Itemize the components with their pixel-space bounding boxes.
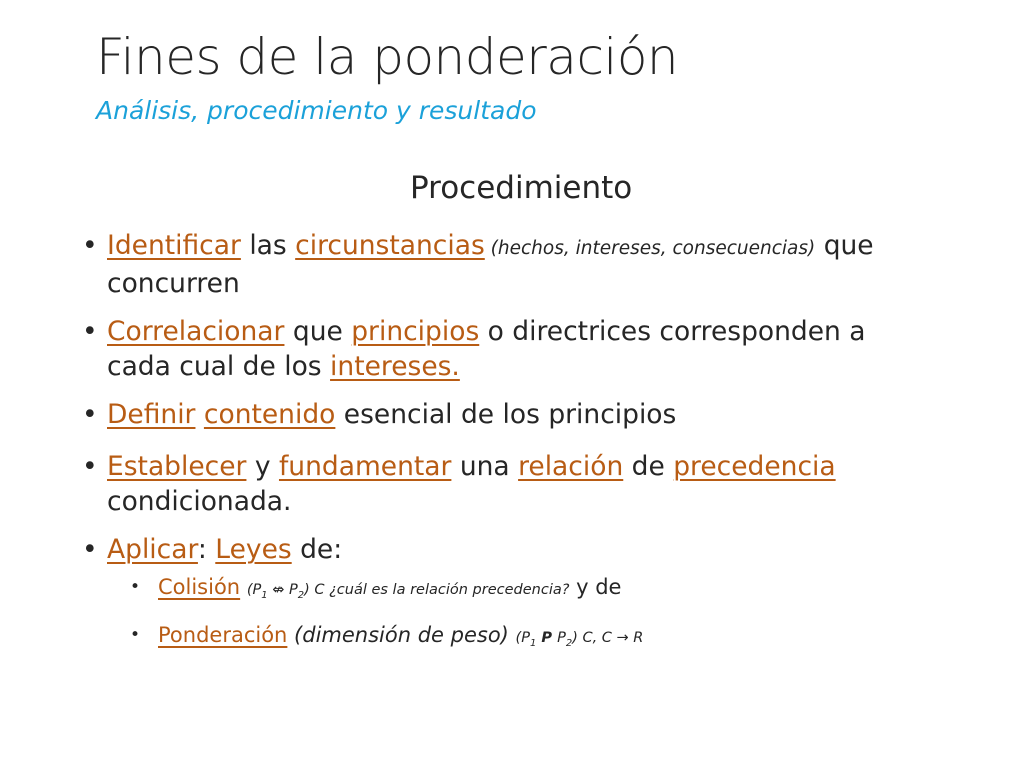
double-arrow-icon: ⇎ — [267, 582, 289, 598]
text: esencial de los principios — [335, 399, 677, 430]
text: y de — [569, 575, 622, 599]
subscript: 1 — [261, 589, 268, 601]
bullet-icon: • — [82, 534, 98, 565]
term-principios: principios — [351, 316, 480, 347]
bullet-item-identificar — [80, 228, 980, 301]
term-identificar: Identificar — [107, 230, 241, 261]
term-definir: Definir — [107, 399, 196, 430]
bullet-list — [80, 228, 980, 658]
text: que — [284, 316, 352, 347]
parenthetical: (hechos, intereses, consecuencias) — [484, 238, 816, 259]
term-relacion: relación — [518, 451, 624, 482]
text: de — [623, 451, 674, 482]
term-colision: Colisión — [158, 575, 241, 599]
bullet-icon: • — [82, 399, 98, 430]
formula — [515, 629, 644, 649]
term-leyes: Leyes — [215, 534, 292, 565]
bullet-item-definir — [80, 397, 980, 432]
subbullet-colision — [130, 573, 980, 610]
bullet-icon: • — [82, 230, 98, 261]
bullet-icon: • — [82, 451, 98, 482]
term-intereses: intereses. — [330, 351, 460, 382]
text: concurren — [107, 268, 240, 299]
subbullet-ponderacion — [130, 621, 980, 658]
term-aplicar: Aplicar — [107, 534, 198, 565]
term-establecer: Establecer — [107, 451, 247, 482]
formula-part: ) C ¿cuál es la relación precedencia? — [304, 582, 570, 598]
formula — [246, 582, 570, 601]
parenthetical: (dimensión de peso) — [287, 622, 509, 647]
term-correlacionar: Correlacionar — [107, 316, 285, 347]
bullet-item-correlacionar — [80, 314, 980, 384]
formula-part: P — [288, 582, 298, 598]
text: y — [246, 451, 279, 482]
formula-part: ) C, C → R — [572, 629, 644, 646]
subscript: 1 — [529, 637, 537, 649]
subscript: 2 — [297, 589, 305, 601]
text — [195, 399, 203, 430]
term-circunstancias: circunstancias — [295, 230, 485, 261]
bullet-item-establecer — [80, 449, 980, 519]
formula-part: P — [557, 629, 566, 646]
bullet-item-aplicar — [80, 532, 980, 567]
section-heading: Procedimiento — [410, 170, 633, 206]
slide-title: Fines de la ponderación — [96, 28, 679, 86]
slide-subtitle: Análisis, procedimiento y resultado — [96, 96, 537, 125]
text: o directrices corresponden a — [479, 316, 866, 347]
bullet-icon: • — [130, 624, 141, 645]
text: cada cual de los — [107, 351, 331, 382]
formula-part: (P — [515, 629, 530, 646]
text: condicionada. — [107, 486, 292, 517]
formula-part: (P — [246, 582, 262, 598]
bullet-icon: • — [82, 316, 98, 347]
term-fundamentar: fundamentar — [278, 451, 452, 482]
text: una — [451, 451, 519, 482]
term-contenido: contenido — [203, 399, 336, 430]
formula-operator: P — [536, 629, 558, 646]
bullet-icon: • — [130, 577, 141, 597]
term-precedencia: precedencia — [673, 451, 836, 482]
subscript: 2 — [565, 637, 573, 649]
text: de: — [291, 534, 343, 565]
text: que — [815, 230, 874, 261]
text: : — [197, 534, 216, 565]
text: las — [240, 230, 296, 261]
term-ponderacion: Ponderación — [158, 622, 288, 647]
